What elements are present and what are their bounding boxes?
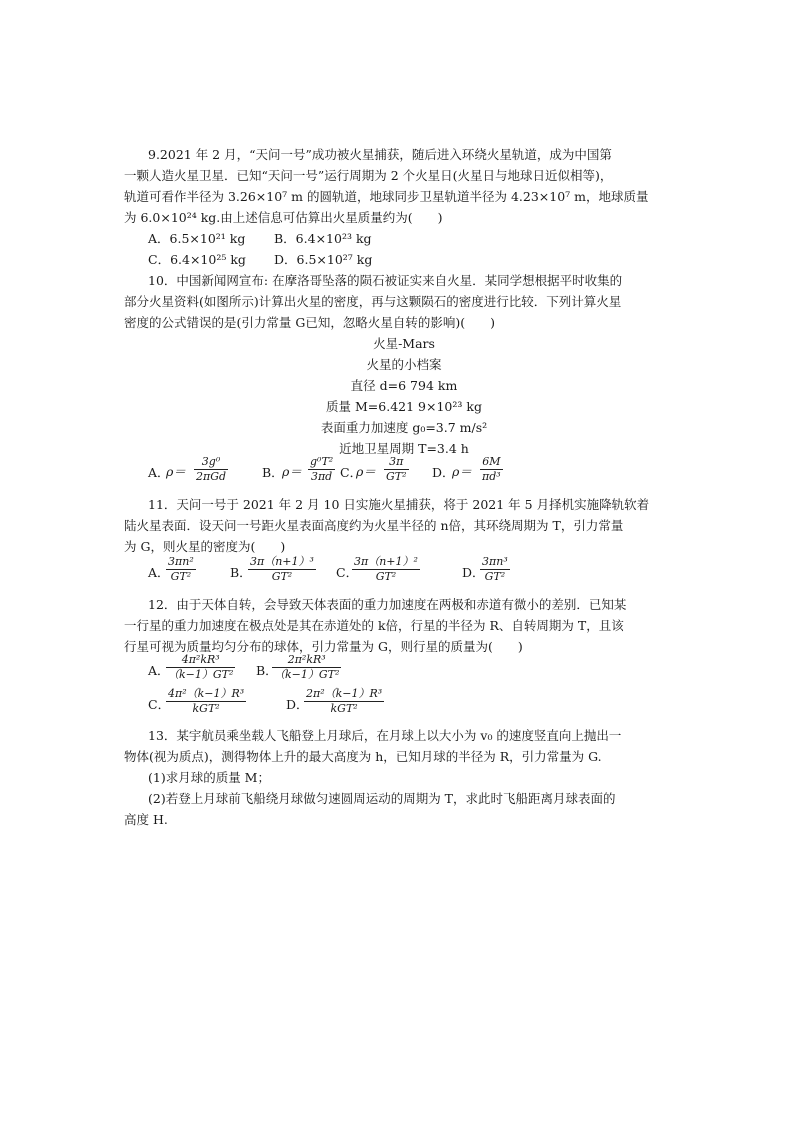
q12-option-c-den: kGT² bbox=[166, 701, 246, 716]
q10-option-d-label: D． bbox=[432, 465, 455, 480]
mars-card-mass: 质量 M=6.421 9×10²³ kg bbox=[326, 399, 482, 414]
q10-option-a-label: A． bbox=[148, 465, 170, 480]
q11-option-a-fraction bbox=[166, 555, 196, 584]
q10-option-a-den: 2πGd bbox=[196, 470, 227, 483]
q12-option-c-fraction bbox=[166, 687, 246, 716]
q10-option-c-den: GT² bbox=[386, 470, 407, 483]
q11-option-c-den: GT² bbox=[352, 569, 420, 584]
q11-option-d-label: D． bbox=[462, 565, 485, 580]
q9-line-1: 9.2021 年 2 月，“天问一号”成功被火星捕获，随后进入环绕火星轨道，成为中国第 bbox=[148, 147, 612, 162]
q9-line-4: 为 6.0×10²⁴ kg.由上述信息可估算出火星质量约为( ) bbox=[124, 210, 443, 225]
q11-line-3: 为 G，则火星的密度为( ) bbox=[124, 539, 286, 554]
q11-option-a-num: 3πn² bbox=[168, 555, 194, 568]
q13-line-1: 13．某宇航员乘坐载人飞船登上月球后，在月球上以大小为 v₀ 的速度竖直向上抛出一 bbox=[148, 728, 622, 743]
q13-sub-2-line-1: (2)若登上月球前飞船绕月球做匀速圆周运动的周期为 T，求此时飞船距离月球表面的 bbox=[148, 791, 616, 806]
q11-option-b-den: GT² bbox=[248, 569, 316, 584]
q12-option-a-fraction bbox=[166, 653, 235, 682]
q10-option-d-fraction bbox=[480, 455, 503, 484]
q10-option-d-lhs: ρ＝ bbox=[452, 464, 472, 479]
q10-line-3: 密度的公式错误的是(引力常量 G已知，忽略火星自转的影响)( ) bbox=[124, 315, 495, 330]
mars-card-title: 火星-Mars bbox=[373, 336, 435, 351]
q12-option-c-label: C． bbox=[148, 697, 171, 712]
q11-option-b-fraction bbox=[248, 555, 316, 584]
q12-line-2: 一行星的重力加速度在极点处是其在赤道处的 k倍，行星的半径为 R、自转周期为 T，且该 bbox=[124, 618, 624, 633]
q12-line-1: 12．由于天体自转，会导致天体表面的重力加速度在两极和赤道有微小的差别．已知某 bbox=[148, 597, 627, 612]
q11-option-b-label: B． bbox=[230, 565, 252, 580]
q12-option-d-den: kGT² bbox=[304, 701, 384, 716]
q12-option-a-num: 4π²kR³ bbox=[181, 653, 220, 666]
q11-line-2: 陆火星表面．设天问一号距火星表面高度约为火星半径的 n倍，其环绕周期为 T，引力常量 bbox=[124, 518, 624, 533]
q9-line-3: 轨道可看作半径为 3.26×10⁷ m 的圆轨道，地球同步卫星轨道半径为 4.23×10⁷ m，地球质量 bbox=[124, 189, 649, 204]
q10-option-d-den: πd³ bbox=[482, 470, 501, 483]
q12-option-b-label: B． bbox=[256, 663, 278, 678]
q10-option-d-num: 6M bbox=[482, 455, 501, 468]
q11-option-d-fraction bbox=[480, 555, 510, 584]
q13-sub-2-line-2: 高度 H. bbox=[124, 812, 168, 827]
q12-option-b-den: （k−1）GT² bbox=[274, 668, 340, 681]
q10-option-b-lhs: ρ＝ bbox=[282, 464, 302, 479]
q9-option-a: A．6.5×10²¹ kg bbox=[148, 231, 246, 246]
q12-option-b-num: 2π²kR³ bbox=[287, 653, 326, 666]
q9-option-c: C．6.4×10²⁵ kg bbox=[148, 252, 246, 267]
q10-option-b-fraction bbox=[308, 455, 335, 484]
q11-option-c-fraction bbox=[352, 555, 420, 584]
q10-line-2: 部分火星资料(如图所示)计算出火星的密度，再与这颗陨石的密度进行比较．下列计算火星 bbox=[124, 294, 622, 309]
q11-option-b-num: 3π（n+1）³ bbox=[250, 555, 314, 568]
q11-option-d-den: GT² bbox=[480, 569, 510, 584]
q12-line-3: 行星可视为质量均匀分布的球体，引力常量为 G，则行星的质量为( ) bbox=[124, 639, 523, 654]
q11-option-a-label: A． bbox=[148, 565, 170, 580]
q13-line-2: 物体(视为质点)，测得物体上升的最大高度为 h，已知月球的半径为 R，引力常量为 G. bbox=[124, 749, 602, 764]
q11-line-1: 11．天问一号于 2021 年 2 月 10 日实施火星捕获，将于 2021 年 5 月择机实施降轨软着 bbox=[148, 497, 650, 512]
q11-option-d-num: 3πn³ bbox=[482, 555, 508, 568]
q10-option-b-label: B． bbox=[262, 465, 284, 480]
q11-option-c-num: 3π（n+1）² bbox=[354, 555, 418, 568]
q10-option-a-num: 3g⁰ bbox=[201, 455, 221, 468]
q13-sub-1: (1)求月球的质量 M； bbox=[148, 770, 270, 785]
q12-option-d-num: 2π²（k−1）R³ bbox=[306, 687, 383, 700]
mars-card-period: 近地卫星周期 T=3.4 h bbox=[339, 441, 469, 456]
q12-option-b-fraction bbox=[272, 653, 341, 682]
q12-option-d-fraction bbox=[304, 687, 384, 716]
q10-option-c-fraction bbox=[384, 455, 409, 484]
q12-option-a-label: A． bbox=[148, 663, 170, 678]
mars-card-diameter: 直径 d=6 794 km bbox=[350, 378, 458, 393]
q10-option-c-lhs: ρ＝ bbox=[356, 464, 376, 479]
q12-option-c-num: 4π²（k−1）R³ bbox=[168, 687, 245, 700]
q9-line-2: 一颗人造火星卫星．已知“天问一号”运行周期为 2 个火星日(火星日与地球日近似相等)， bbox=[124, 168, 613, 183]
q10-option-b-num: g⁰T² bbox=[310, 455, 334, 468]
q12-option-a-den: （k−1）GT² bbox=[168, 668, 234, 681]
q10-option-c-num: 3π bbox=[389, 455, 404, 468]
q10-option-a-fraction bbox=[194, 455, 228, 484]
q9-option-b: B．6.4×10²³ kg bbox=[274, 231, 372, 246]
q10-option-b-den: 3πd bbox=[308, 469, 335, 484]
q9-option-d: D．6.5×10²⁷ kg bbox=[274, 252, 373, 267]
q10-option-a-lhs: ρ＝ bbox=[166, 464, 186, 479]
q11-option-a-den: GT² bbox=[166, 569, 196, 584]
mars-card-subtitle: 火星的小档案 bbox=[366, 357, 442, 372]
mars-card-gravity: 表面重力加速度 g₀=3.7 m/s² bbox=[320, 420, 488, 435]
q10-option-c-label: C． bbox=[340, 465, 363, 480]
q10-line-1: 10．中国新闻网宣布: 在摩洛哥坠落的陨石被证实来自火星．某同学想根据平时收集的 bbox=[148, 273, 623, 288]
q11-option-c-label: C． bbox=[336, 565, 359, 580]
q12-option-d-label: D． bbox=[286, 697, 309, 712]
